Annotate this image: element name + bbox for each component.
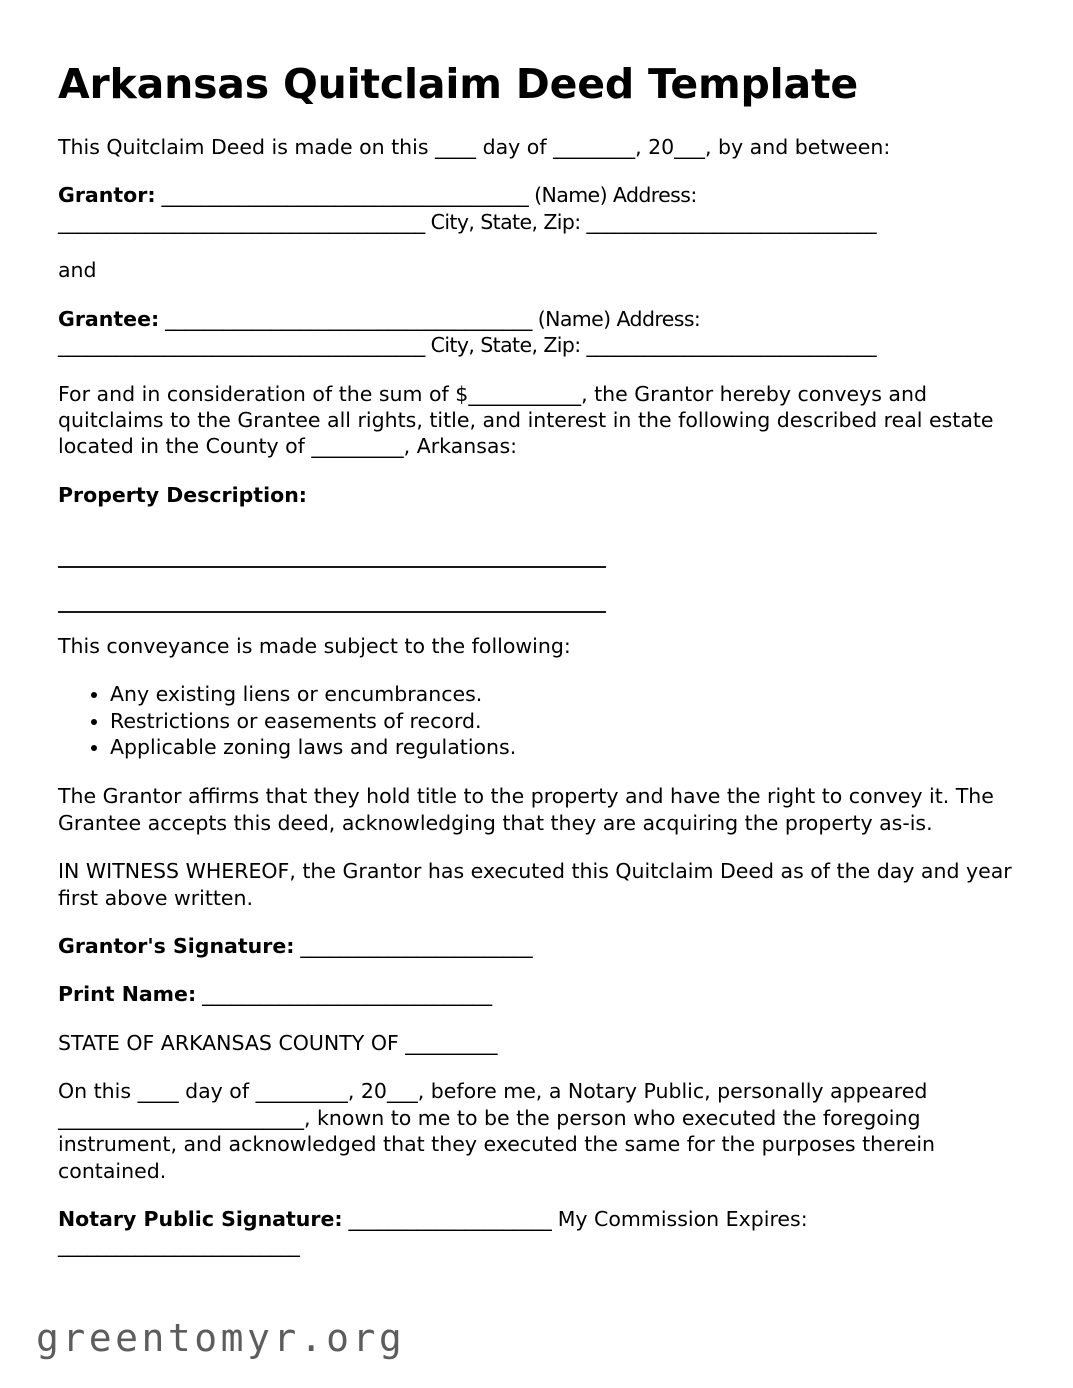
document-body <box>58 62 1013 1281</box>
conveyance-intro: This conveyance is made subject to the following: <box>58 634 571 659</box>
grantee-fields[interactable]: ______________________________________ (Name) Address: ______________________________________ City, State, Zip: ______________________________ <box>58 306 876 358</box>
witness-paragraph: IN WITNESS WHEREOF, the Grantor has executed this Quitclaim Deed as of the day and year first above written. <box>58 859 1012 910</box>
print-name-blank[interactable]: ______________________________ <box>196 982 492 1007</box>
notary-signature-label: Notary Public Signature: <box>58 1207 343 1232</box>
state-county-line: STATE OF ARKANSAS COUNTY OF _________ <box>58 1030 498 1055</box>
property-description-line-2[interactable] <box>58 611 606 613</box>
grantor-block <box>58 182 1013 235</box>
print-name-label: Print Name: <box>58 982 197 1007</box>
affirmation-paragraph: The Grantor affirms that they hold title to the property and have the right to convey it. The Grantee accepts this deed, acknowledging that they are acquiring the property as-is. <box>58 784 994 835</box>
list-item: • Restrictions or easements of record. <box>110 709 1013 735</box>
property-description-heading <box>58 482 1013 508</box>
site-watermark: greentomyr.org <box>36 1316 406 1360</box>
intro-paragraph: This Quitclaim Deed is made on this ____ day of ________, 20___, by and between: <box>58 134 891 159</box>
grantee-block <box>58 306 1013 359</box>
grantor-label: Grantor: <box>58 183 156 208</box>
grantor-fields[interactable]: ______________________________________ (Name) Address: ______________________________________ City, State, Zip: ______________________________ <box>58 183 876 234</box>
notary-acknowledgment-paragraph: On this ____ day of _________, 20___, before me, a Notary Public, personally appeared ________________________, known to me to be the person who executed the foregoing instrument, and acknowledged that they executed the same for the purposes therein contained. <box>58 1079 936 1183</box>
commission-expires-label: My Commission Expires: <box>551 1207 808 1232</box>
and-connector: and <box>58 258 97 283</box>
grantor-signature-blank[interactable]: ________________________ <box>294 933 533 958</box>
consideration-paragraph: For and in consideration of the sum of $___________, the Grantor hereby conveys and quitclaims to the Grantee all rights, title, and interest in the following described real estate located in the County of _________, Arkansas: <box>58 381 994 459</box>
list-item: • Any existing liens or encumbrances. <box>110 682 1013 708</box>
property-description-blanks[interactable] <box>58 528 1013 613</box>
notary-signature-block <box>58 1206 1013 1259</box>
list-item: • Applicable zoning laws and regulations. <box>110 735 1013 761</box>
conveyance-conditions-list <box>58 682 1013 761</box>
grantee-label: Grantee: <box>58 306 160 331</box>
grantor-signature-label: Grantor's Signature: <box>58 933 295 958</box>
page-title: Arkansas Quitclaim Deed Template <box>58 60 858 108</box>
commission-expires-blank[interactable]: _________________________ <box>58 1233 300 1258</box>
grantor-signature-block <box>58 933 1013 959</box>
notary-signature-blank[interactable]: _____________________ <box>342 1207 552 1232</box>
print-name-block <box>58 981 1013 1007</box>
property-description-label: Property Description: <box>58 482 307 507</box>
